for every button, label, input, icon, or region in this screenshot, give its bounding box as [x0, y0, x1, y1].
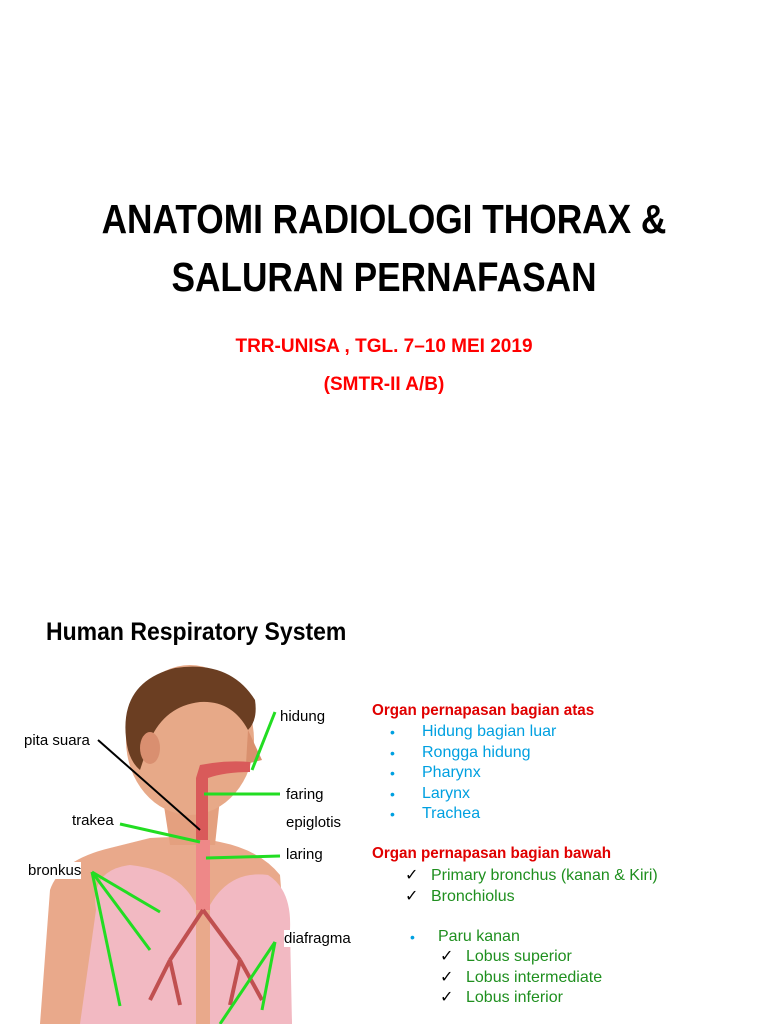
respiratory-anatomy-figure: [0, 660, 362, 1024]
label-epiglotis: epiglotis: [286, 814, 342, 831]
list-item: ✓ Lobus inferior: [466, 988, 602, 1009]
upper-organs-list: [390, 722, 557, 825]
check-mark-icon: ✓: [440, 989, 454, 1006]
respiratory-system-slide: [0, 580, 768, 1024]
list-item: • Larynx: [422, 784, 556, 805]
bullet-dot: •: [390, 806, 395, 822]
label-laring: laring: [286, 846, 323, 863]
slide-title-line-1: ANATOMI RADIOLOGI THORAX &: [101, 196, 667, 242]
slide-2-title: Human Respiratory System: [46, 618, 347, 646]
check-mark-icon: ✓: [405, 887, 419, 905]
bullet-dot: •: [390, 724, 395, 740]
label-bronkus: bronkus: [28, 862, 82, 879]
check-mark-icon: ✓: [405, 867, 419, 884]
list-item: • Paru kanan: [438, 927, 520, 948]
list-item: • Rongga hidung: [422, 743, 556, 764]
list-item: • Trachea: [422, 804, 556, 825]
bullet-dot: •: [390, 765, 395, 781]
paru-kanan-list: [410, 927, 520, 948]
check-mark-icon: ✓: [440, 948, 454, 965]
list-item: ✓ Bronchiolus: [431, 887, 658, 908]
lower-organs-list: [405, 866, 658, 907]
label-pita-suara: pita suara: [24, 732, 90, 749]
list-item: ✓ Lobus intermediate: [466, 968, 602, 989]
lower-organs-heading: Organ pernapasan bagian bawah: [372, 845, 612, 862]
label-faring: faring: [286, 786, 324, 803]
list-item: ✓ Primary bronchus (kanan & Kiri): [431, 866, 658, 887]
paru-lobus-list: [440, 947, 603, 1009]
list-item: • Pharynx: [422, 763, 556, 784]
bullet-dot: •: [390, 785, 395, 802]
label-trakea: trakea: [72, 812, 114, 829]
list-item: ✓ Lobus superior: [466, 947, 602, 968]
label-hidung: hidung: [280, 708, 326, 725]
bullet-dot: •: [410, 929, 415, 945]
label-diafragma: diafragma: [284, 930, 351, 947]
bullet-dot: •: [390, 744, 395, 761]
check-mark-icon: ✓: [440, 968, 454, 986]
slide-subtitle-date: TRR-UNISA , TGL. 7–10 MEI 2019: [235, 336, 533, 357]
slide-title-line-2: SALURAN PERNAFASAN: [171, 254, 597, 300]
slide-title: [54, 190, 714, 306]
list-item: • Hidung bagian luar: [422, 722, 556, 743]
upper-organs-heading: Organ pernapasan bagian atas: [372, 702, 595, 719]
slide-subtitle-semester: (SMTR-II A/B): [323, 374, 445, 395]
